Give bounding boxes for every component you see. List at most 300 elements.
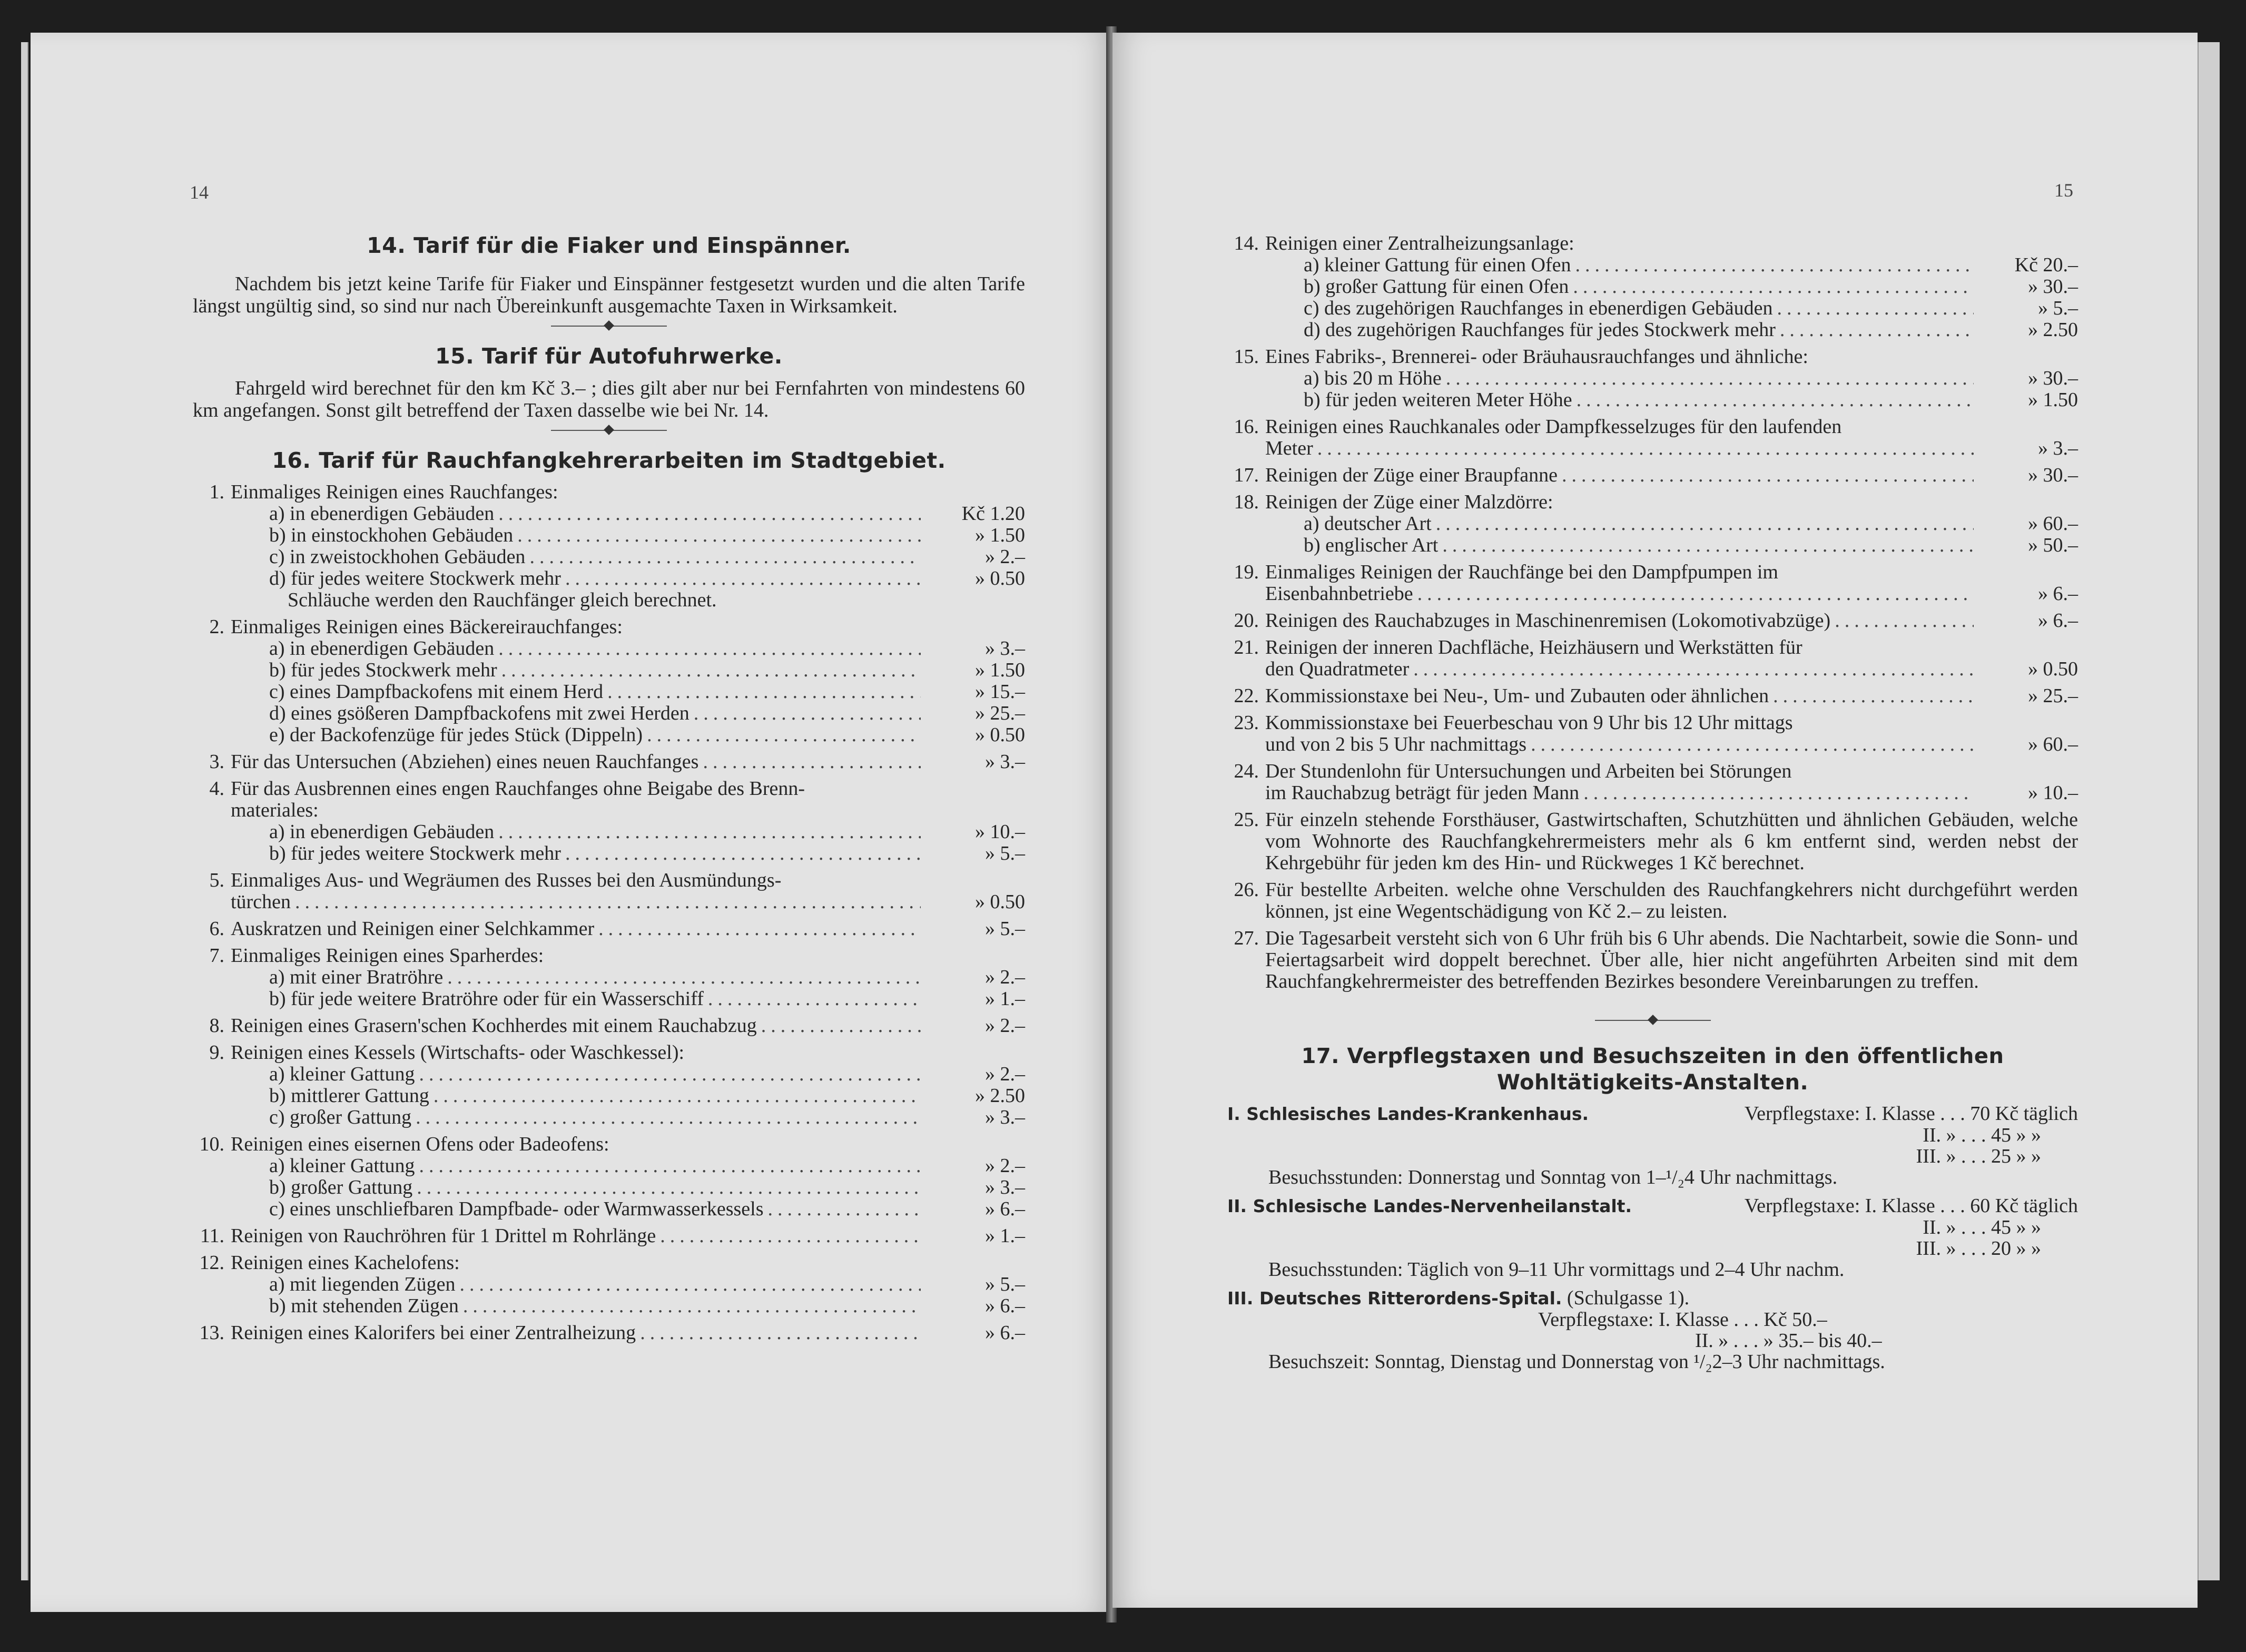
tariff-item	[1227, 809, 2078, 879]
sub-item-price: » 2.–	[985, 1155, 1025, 1177]
sub-item-label: b) in einstockhohen Gebäuden	[269, 524, 514, 546]
item-row	[1227, 465, 2078, 486]
sub-item-price: » 6.–	[985, 1295, 1025, 1317]
sub-item-label: d) für jedes weitere Stockwerk mehr	[269, 567, 561, 589]
sub-item-label: c) des zugehörigen Rauchfanges in ebenerdigen Gebäuden	[1304, 297, 1773, 319]
sub-item-price: » 3.–	[985, 1106, 1025, 1128]
leader-dots	[1413, 658, 1974, 680]
item-label: Reinigen eines eisernen Ofens oder Badeofens:	[231, 1133, 609, 1155]
sub-item-label: a) in ebenerdigen Gebäuden	[269, 637, 495, 660]
item-price: » 5.–	[985, 918, 1025, 940]
item-label: Reinigen von Rauchröhren für 1 Drittel m Rohrlänge	[231, 1225, 656, 1247]
leader-dots	[416, 1107, 921, 1128]
item-price: » 0.50	[2028, 658, 2078, 680]
tariff-item	[1227, 685, 2078, 712]
sub-item-label: b) englischer Art	[1304, 534, 1439, 556]
sub-item-price: » 3.–	[985, 637, 1025, 660]
item-row	[1227, 562, 2078, 583]
sub-item-row	[193, 821, 1025, 843]
sub-item-label: c) eines Dampfbackofens mit einem Herd	[269, 681, 604, 703]
sub-item-price: » 1.50	[975, 524, 1025, 546]
leader-dots	[501, 660, 921, 681]
item-label: Einmaliges Aus- und Wegräumen des Russes bei den Ausmündungs-	[231, 869, 782, 891]
rate-line: Verpflegstaxe: I. Klasse . . . Kč 50.–	[1538, 1309, 1827, 1331]
item-number: 23.	[1234, 712, 1259, 734]
sub-item-label: a) in ebenerdigen Gebäuden	[269, 821, 495, 843]
sub-item-price: » 5.–	[2038, 297, 2078, 319]
section-16-title: 16. Tarif für Rauchfangkehrerarbeiten im Stadtgebiet.	[272, 448, 946, 473]
institution-address: (Schulgasse 1).	[1567, 1287, 1690, 1309]
sub-item-price: » 2.–	[985, 1063, 1025, 1085]
sub-item-price: Kč 1.20	[961, 503, 1025, 525]
item-number: 17.	[1234, 464, 1259, 486]
leader-dots	[1531, 734, 1974, 755]
item-label: Für das Untersuchen (Abziehen) eines neuen Rauchfanges	[231, 751, 699, 773]
leader-dots	[1446, 368, 1974, 389]
item-row-continued	[1227, 438, 2078, 459]
tariff-item	[193, 481, 1025, 616]
item-row-continued	[193, 800, 1025, 821]
sub-item-label: a) in ebenerdigen Gebäuden	[269, 503, 495, 525]
item-number: 5.	[209, 869, 224, 891]
section-15-title: 15. Tarif für Autofuhrwerke.	[435, 343, 783, 369]
item-price: » 30.–	[2028, 464, 2078, 486]
item-number: 7.	[209, 945, 224, 967]
item-number: 12.	[199, 1252, 224, 1274]
item-row-continued	[1227, 658, 2078, 680]
item-number: 21.	[1234, 636, 1259, 658]
sub-item-label: c) eines unschliefbaren Dampfbade- oder Warmwasserkessels	[269, 1198, 764, 1220]
rate-line: III. » . . . 25 » »	[1916, 1145, 2041, 1167]
item-row	[1227, 610, 2078, 632]
item-number: 4.	[209, 778, 224, 800]
item-number: 20.	[1234, 609, 1259, 632]
rate-line: III. » . . . 20 » »	[1916, 1237, 2041, 1260]
item-text: Die Tagesarbeit versteht sich von 6 Uhr früh bis 6 Uhr abends. Die Nachtarbeit, sowie die Sonn- und Feiertagsarbeit wird doppelt berechnet. Über alle, hier nicht angeführten Arbeiten sind mit dem Rauchfangkehrermeister des betreffenden Bezirkes besondere Vereinbarungen zu treffen.	[1265, 927, 2078, 992]
sub-item-price: » 3.–	[985, 1176, 1025, 1198]
sub-item-label: b) für jede weitere Bratröhre oder für ein Wasserschiff	[269, 988, 704, 1010]
item-number: 3.	[209, 751, 224, 773]
sub-item-row	[193, 843, 1025, 864]
sub-item-price: » 2.50	[975, 1085, 1025, 1107]
item-price: » 6.–	[2038, 583, 2078, 605]
tariff-item	[193, 1042, 1025, 1134]
item-row	[193, 1134, 1025, 1155]
item-number: 16.	[1234, 416, 1259, 438]
sub-item-price: » 0.50	[975, 567, 1025, 589]
item-row-continued	[1227, 782, 2078, 804]
item-row	[1227, 809, 2078, 874]
sub-item-row	[1227, 368, 2078, 389]
sub-item-label: c) in zweistockhohen Gebäuden	[269, 546, 526, 568]
visiting-hours: Besuchsstunden: Täglich von 9–11 Uhr vormittags und 2–4 Uhr nachm.	[1268, 1258, 1845, 1281]
sub-item-label: b) für jedes Stockwerk mehr	[269, 659, 497, 681]
sub-item-row	[193, 1295, 1025, 1317]
sub-item-row	[193, 1177, 1025, 1198]
item-price: » 25.–	[2028, 685, 2078, 707]
leader-dots	[447, 967, 921, 988]
section-14-text: Nachdem bis jetzt keine Tarife für Fiaker und Einspänner festgesetzt wurden und die alten Tarife längst ungültig sind, so sind nur nach Übereinkunft ausgemachte Taxen in Wirksamkeit.	[193, 273, 1025, 317]
page-stack-left	[21, 42, 28, 1580]
ornament-divider	[193, 317, 1025, 335]
item-row	[193, 945, 1025, 967]
item-label: Reinigen eines Grasern'schen Kochherdes mit einem Rauchabzug	[231, 1015, 757, 1037]
item-number: 6.	[209, 918, 224, 940]
sub-item-price: » 1.–	[985, 988, 1025, 1010]
sub-item-row	[193, 988, 1025, 1010]
leader-dots	[1773, 685, 1974, 707]
item-label: Reinigen eines Kalorifers bei einer Zentralheizung	[231, 1322, 636, 1344]
page-number: 15	[2054, 180, 2073, 201]
leader-dots	[1583, 782, 1974, 804]
item-row	[193, 870, 1025, 891]
institution-1	[1227, 1103, 2078, 1188]
item-label: Reinigen der Züge einer Braupfanne	[1265, 464, 1558, 486]
tariff-item	[1227, 637, 2078, 685]
institution-name: I. Schlesisches Landes-Krankenhaus.	[1227, 1104, 1589, 1124]
institution-name: II. Schlesische Landes-Nervenheilanstalt.	[1227, 1196, 1632, 1216]
sub-item-row	[193, 1064, 1025, 1085]
sub-item-price: » 5.–	[985, 1273, 1025, 1295]
item-label-continued: materiales:	[231, 799, 319, 821]
right-page	[1112, 33, 2198, 1608]
sub-item-price: » 2.–	[985, 966, 1025, 988]
item-row	[193, 1225, 1025, 1247]
leader-dots	[565, 568, 921, 589]
item-row	[1227, 637, 2078, 658]
sub-item-label: a) mit einer Bratröhre	[269, 966, 444, 988]
leader-dots	[1777, 298, 1974, 319]
sub-item-row	[193, 724, 1025, 746]
item-row	[1227, 233, 2078, 254]
item-row	[1227, 761, 2078, 782]
sub-item-price: Kč 20.–	[2014, 254, 2078, 276]
tariff-item	[193, 751, 1025, 778]
rate-line: II. » . . . 45 » »	[1923, 1216, 2041, 1238]
sub-item-row	[193, 503, 1025, 525]
sub-item-row	[193, 1155, 1025, 1177]
item-price: » 60.–	[2028, 733, 2078, 755]
leader-dots	[703, 751, 921, 773]
tariff-item	[193, 918, 1025, 945]
item-row	[193, 918, 1025, 940]
item-label-continued: türchen	[231, 891, 291, 913]
sub-item-row	[193, 1085, 1025, 1107]
item-price: » 1.–	[985, 1225, 1025, 1247]
item-row	[193, 481, 1025, 503]
sub-item-row	[1227, 535, 2078, 556]
item-label: Einmaliges Reinigen der Rauchfänge bei den Dampfpumpen im	[1265, 561, 1778, 583]
left-column	[193, 154, 1025, 1349]
sub-item-label: e) der Backofenzüge für jedes Stück (Dippeln)	[269, 724, 643, 746]
sub-item-row	[193, 1274, 1025, 1295]
sub-item-label: b) für jeden weiteren Meter Höhe	[1304, 389, 1572, 411]
sub-item-row	[1227, 319, 2078, 341]
leader-dots	[647, 724, 921, 746]
item-note: Schläuche werden den Rauchfänger gleich berechnet.	[288, 589, 717, 611]
item-label-continued: und von 2 bis 5 Uhr nachmittags	[1265, 733, 1527, 755]
sub-item-price: » 5.–	[985, 842, 1025, 864]
sub-item-row	[193, 1198, 1025, 1220]
leader-dots	[498, 638, 921, 660]
rate-line: II. » . . . 45 » »	[1923, 1124, 2041, 1146]
item-row	[1227, 416, 2078, 438]
item-row-continued	[1227, 734, 2078, 755]
item-label: Reinigen eines Rauchkanales oder Dampfkesselzuges für den laufenden	[1265, 416, 1842, 438]
sub-item-row	[193, 703, 1025, 724]
leader-dots	[1780, 319, 1974, 341]
item-price: » 6.–	[985, 1322, 1025, 1344]
tariff-item	[193, 778, 1025, 870]
sub-item-row	[1227, 298, 2078, 319]
leader-dots	[767, 1198, 921, 1220]
sub-item-row	[193, 546, 1025, 568]
item-number: 9.	[209, 1041, 224, 1064]
item-price: » 10.–	[2028, 782, 2078, 804]
leader-dots	[417, 1177, 921, 1198]
right-column	[1227, 155, 2078, 1372]
leader-dots	[295, 891, 921, 913]
sub-item-row	[193, 967, 1025, 988]
visiting-hours: Besuchszeit: Sonntag, Dienstag und Donnerstag von ¹/₂2–3 Uhr nachmittags.	[1268, 1351, 1885, 1373]
item-number: 19.	[1234, 561, 1259, 583]
leader-dots	[463, 1295, 921, 1317]
item-row-continued	[1227, 583, 2078, 605]
item-number: 1.	[209, 481, 224, 503]
rate-line: II. » . . . » 35.– bis 40.–	[1695, 1330, 1882, 1352]
ornament-divider	[1227, 1011, 2078, 1029]
sub-item-label: a) kleiner Gattung für einen Ofen	[1304, 254, 1571, 276]
tariff-item	[193, 1015, 1025, 1042]
leader-dots	[761, 1015, 921, 1037]
item-number: 25.	[1234, 809, 1259, 831]
item-row	[193, 1322, 1025, 1344]
leader-dots	[1317, 438, 1974, 459]
leader-dots	[1562, 465, 1974, 486]
section-17-title: 17. Verpflegstaxen und Besuchszeiten in den öffentlichen Wohltätigkeits-Anstalten.	[1301, 1044, 2004, 1095]
visiting-hours: Besuchsstunden: Donnerstag und Sonntag von 1–¹/₂4 Uhr nachmittags.	[1268, 1166, 1838, 1188]
sub-item-price: » 2.–	[985, 546, 1025, 568]
tariff-item	[1227, 761, 2078, 809]
tariff-item	[1227, 233, 2078, 346]
tariff-item	[193, 1322, 1025, 1349]
leader-dots	[1417, 583, 1974, 605]
institution-name: III. Deutsches Ritterordens-Spital.	[1227, 1288, 1562, 1309]
tariff-item	[1227, 879, 2078, 928]
item-row-continued	[193, 891, 1025, 913]
leader-dots	[434, 1085, 921, 1107]
leader-dots	[694, 703, 921, 724]
leader-dots	[1575, 254, 1974, 276]
item-label: Der Stundenlohn für Untersuchungen und Arbeiten bei Störungen	[1265, 760, 1792, 782]
item-number: 10.	[199, 1133, 224, 1155]
item-row	[193, 1015, 1025, 1037]
section-15-text: Fahrgeld wird berechnet für den km Kč 3.– ; dies gilt aber nur bei Fernfahrten von mindestens 60 km angefangen. Sonst gilt betreffend der Taxen dasselbe wie bei Nr. 14.	[193, 377, 1025, 421]
item-row	[193, 1252, 1025, 1274]
item-number: 13.	[199, 1322, 224, 1344]
sub-item-price: » 1.50	[2028, 389, 2078, 411]
sub-item-price: » 15.–	[975, 681, 1025, 703]
tariff-item	[1227, 416, 2078, 465]
tariff-item	[1227, 491, 2078, 562]
leader-dots	[607, 681, 921, 703]
tariff-item	[193, 870, 1025, 918]
item-label: Einmaliges Reinigen eines Bäckereirauchfanges:	[231, 616, 623, 638]
item-label-continued: Meter	[1265, 437, 1313, 459]
item-label: Reinigen des Rauchabzuges in Maschinenremisen (Lokomotivabzüge)	[1265, 609, 1831, 632]
institution-3	[1227, 1287, 2078, 1372]
sub-item-row	[193, 638, 1025, 660]
item-label: Einmaliges Reinigen eines Rauchfanges:	[231, 481, 558, 503]
sub-item-price: » 30.–	[2028, 276, 2078, 298]
item-text: Für bestellte Arbeiten. welche ohne Verschulden des Rauchfangkehrers nicht durchgeführt werden können, jst eine Wegentschädigung von Kč 2.– zu leisten.	[1265, 879, 2078, 922]
item-number: 11.	[200, 1225, 224, 1247]
leader-dots	[498, 503, 921, 525]
sub-item-label: a) bis 20 m Höhe	[1304, 367, 1442, 389]
section-14-title: 14. Tarif für die Fiaker und Einspänner.	[367, 233, 851, 258]
item-number: 22.	[1234, 685, 1259, 707]
tariff-list-continued	[1227, 233, 2078, 998]
item-label: Kommissionstaxe bei Feuerbeschau von 9 Uhr bis 12 Uhr mittags	[1265, 712, 1793, 734]
sub-item-label: a) mit liegenden Zügen	[269, 1273, 456, 1295]
item-row	[1227, 928, 2078, 992]
leader-dots	[460, 1274, 921, 1295]
item-number: 27.	[1234, 927, 1259, 949]
item-label: Reinigen eines Kachelofens:	[231, 1252, 460, 1274]
page-stack-right	[2198, 42, 2220, 1580]
item-price: » 3.–	[985, 751, 1025, 773]
leader-dots	[517, 525, 921, 546]
item-label: Reinigen der inneren Dachfläche, Heizhäusern und Werkstätten für	[1265, 636, 1802, 658]
item-label-continued: im Rauchabzug beträgt für jeden Mann	[1265, 782, 1580, 804]
item-number: 14.	[1234, 232, 1259, 254]
item-row	[1227, 712, 2078, 734]
leader-dots	[1835, 610, 1974, 632]
leader-dots	[419, 1064, 921, 1085]
sub-item-label: a) deutscher Art	[1304, 513, 1432, 535]
sub-item-price: » 10.–	[975, 821, 1025, 843]
sub-item-row	[1227, 389, 2078, 411]
item-row	[1227, 346, 2078, 368]
sub-item-label: a) kleiner Gattung	[269, 1063, 415, 1085]
tariff-item	[1227, 610, 2078, 637]
sub-item-label: b) mittlerer Gattung	[269, 1085, 429, 1107]
item-price: » 2.–	[985, 1015, 1025, 1037]
leader-dots	[1442, 535, 1974, 556]
sub-item-label: b) mit stehenden Zügen	[269, 1295, 459, 1317]
tariff-item	[1227, 562, 2078, 610]
item-row	[193, 1042, 1025, 1064]
sub-item-price: » 6.–	[985, 1198, 1025, 1220]
sub-item-label: d) eines gsößeren Dampfbackofens mit zwei Herden	[269, 702, 689, 724]
item-label: Eines Fabriks-, Brennerei- oder Bräuhausrauchfanges und ähnliche:	[1265, 346, 1808, 368]
sub-item-row	[1227, 513, 2078, 535]
leader-dots	[660, 1225, 921, 1247]
sub-item-label: a) kleiner Gattung	[269, 1155, 415, 1177]
sub-item-label: d) des zugehörigen Rauchfanges für jedes Stockwerk mehr	[1304, 319, 1776, 341]
item-row	[193, 778, 1025, 800]
item-number: 8.	[209, 1015, 224, 1037]
ornament-divider	[193, 421, 1025, 439]
leader-dots	[498, 821, 921, 843]
item-row	[1227, 685, 2078, 707]
item-row	[193, 751, 1025, 773]
sub-item-row	[193, 660, 1025, 681]
leader-dots	[1436, 513, 1974, 535]
sub-item-price: » 30.–	[2028, 367, 2078, 389]
item-label: Reinigen eines Kessels (Wirtschafts- oder Waschkessel):	[231, 1041, 685, 1064]
sub-item-row	[193, 568, 1025, 589]
leader-dots	[1577, 389, 1974, 411]
item-number: 15.	[1234, 346, 1259, 368]
item-number: 26.	[1234, 879, 1259, 901]
sub-item-price: » 50.–	[2028, 534, 2078, 556]
sub-item-row	[193, 1107, 1025, 1128]
item-label: Reinigen einer Zentralheizungsanlage:	[1265, 232, 1574, 254]
sub-item-price: » 0.50	[975, 724, 1025, 746]
item-text: Für einzeln stehende Forsthäuser, Gastwirtschaften, Schutzhütten und ähnlichen Gebäuden, welche vom Wohnorte des Rauchfangkehrermeisters mehr als 6 km entfernt sind, werden nebst der Kehrgebühr für jeden km des Hin- und Rückweges 1 Kč berechnet.	[1265, 809, 2078, 874]
item-label: Für das Ausbrennen eines engen Rauchfanges ohne Beigabe des Brenn-	[231, 778, 805, 800]
page-number: 14	[190, 182, 209, 203]
tariff-item	[193, 945, 1025, 1015]
item-label: Auskratzen und Reinigen einer Selchkammer	[231, 918, 595, 940]
leader-dots	[640, 1322, 921, 1344]
tariff-item	[193, 1252, 1025, 1322]
tariff-list	[193, 481, 1025, 1349]
leader-dots	[419, 1155, 921, 1177]
item-price: » 0.50	[975, 891, 1025, 913]
sub-item-label: b) großer Gattung	[269, 1176, 413, 1198]
item-label: Kommissionstaxe bei Neu-, Um- und Zubauten oder ähnlichen	[1265, 685, 1769, 707]
sub-item-row	[193, 525, 1025, 546]
sub-item-row	[193, 681, 1025, 703]
item-label-continued: den Quadratmeter	[1265, 658, 1410, 680]
sub-item-label: c) großer Gattung	[269, 1106, 412, 1128]
item-row	[193, 616, 1025, 638]
rate-line: Verpflegstaxe: I. Klasse . . . 70 Kč täglich	[1744, 1103, 2078, 1125]
item-number: 18.	[1234, 491, 1259, 513]
tariff-item	[193, 1134, 1025, 1225]
leader-dots	[708, 988, 921, 1010]
tariff-item	[1227, 712, 2078, 761]
tariff-item	[1227, 465, 2078, 491]
tariff-item	[193, 1225, 1025, 1252]
leader-dots	[1573, 276, 1974, 298]
tariff-item	[1227, 928, 2078, 998]
tariff-item	[1227, 346, 2078, 416]
left-page	[31, 33, 1110, 1612]
item-label: Einmaliges Reinigen eines Sparherdes:	[231, 945, 544, 967]
item-number: 24.	[1234, 760, 1259, 782]
item-price: » 6.–	[2038, 609, 2078, 632]
sub-item-row	[1227, 254, 2078, 276]
item-label: Reinigen der Züge einer Malzdörre:	[1265, 491, 1553, 513]
leader-dots	[529, 546, 921, 568]
sub-item-price: » 25.–	[975, 702, 1025, 724]
sub-item-price: » 60.–	[2028, 513, 2078, 535]
leader-dots	[565, 843, 921, 864]
item-row	[1227, 879, 2078, 922]
rate-line: Verpflegstaxe: I. Klasse . . . 60 Kč täglich	[1744, 1195, 2078, 1217]
sub-item-label: b) für jedes weitere Stockwerk mehr	[269, 842, 561, 864]
item-number: 2.	[209, 616, 224, 638]
sub-item-label: b) großer Gattung für einen Ofen	[1304, 276, 1569, 298]
item-label-continued: Eisenbahnbetriebe	[1265, 583, 1413, 605]
item-price: » 3.–	[2038, 437, 2078, 459]
sub-item-price: » 2.50	[2028, 319, 2078, 341]
sub-item-row	[1227, 276, 2078, 298]
tariff-item	[193, 616, 1025, 751]
